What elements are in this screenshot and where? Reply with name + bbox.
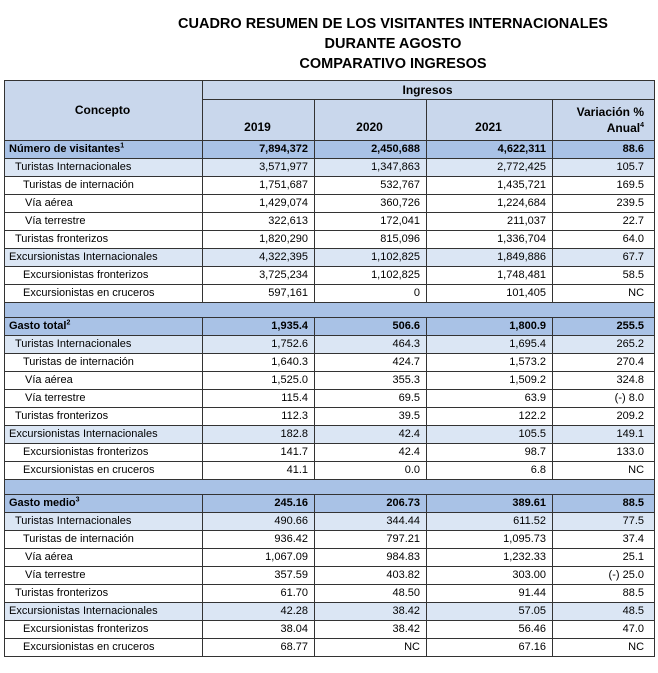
value-variacion: 48.5 [553, 603, 655, 621]
value-2020: 42.4 [315, 426, 427, 444]
value-2019: 1,752.6 [203, 336, 315, 354]
value-2021: 1,695.4 [427, 336, 553, 354]
row-label: Turistas Internacionales [5, 513, 203, 531]
table-row [5, 462, 655, 480]
value-2020: 424.7 [315, 354, 427, 372]
table-row [5, 267, 655, 285]
value-2019: 490.66 [203, 513, 315, 531]
value-2020: 48.50 [315, 585, 427, 603]
value-2019: 1,820,290 [203, 231, 315, 249]
value-2021: 122.2 [427, 408, 553, 426]
value-2019: 357.59 [203, 567, 315, 585]
value-2021: 6.8 [427, 462, 553, 480]
value-2019: 182.8 [203, 426, 315, 444]
row-label: Vía terrestre [5, 390, 203, 408]
value-2021: 56.46 [427, 621, 553, 639]
concepto-header: Concepto [5, 81, 203, 141]
row-label: Turistas de internación [5, 354, 203, 372]
value-2019: 1,640.3 [203, 354, 315, 372]
value-variacion: 77.5 [553, 513, 655, 531]
title-line-1: CUADRO RESUMEN DE LOS VISITANTES INTERNACIONALES [178, 16, 608, 32]
value-2020: 0 [315, 285, 427, 303]
row-label: Vía terrestre [5, 567, 203, 585]
value-2020: 0.0 [315, 462, 427, 480]
title-line-2: DURANTE AGOSTO [324, 36, 462, 52]
value-2021: 1,573.2 [427, 354, 553, 372]
table-row [5, 426, 655, 444]
table-row [5, 195, 655, 213]
value-2021: 1,435,721 [427, 177, 553, 195]
value-2021: 611.52 [427, 513, 553, 531]
value-2021: 1,224,684 [427, 195, 553, 213]
title-line-3: COMPARATIVO INGRESOS [299, 56, 487, 72]
value-2020: 344.44 [315, 513, 427, 531]
value-2021: 1,849,886 [427, 249, 553, 267]
row-label: Turistas fronterizos [5, 408, 203, 426]
value-2020: 464.3 [315, 336, 427, 354]
year-2019-header: 2019 [203, 100, 315, 141]
row-label: Excursionistas en cruceros [5, 462, 203, 480]
value-2020: 172,041 [315, 213, 427, 231]
value-variacion: 58.5 [553, 267, 655, 285]
value-variacion: 133.0 [553, 444, 655, 462]
table-row [5, 513, 655, 531]
section-total-row [5, 318, 655, 336]
row-label: Excursionistas fronterizos [5, 444, 203, 462]
value-variacion: NC [553, 285, 655, 303]
value-2019: 7,894,372 [203, 141, 315, 159]
value-2020: 42.4 [315, 444, 427, 462]
value-2020: 1,347,863 [315, 159, 427, 177]
value-variacion: 209.2 [553, 408, 655, 426]
value-2019: 115.4 [203, 390, 315, 408]
value-2020: 69.5 [315, 390, 427, 408]
table-row [5, 336, 655, 354]
table-row [5, 354, 655, 372]
value-2021: 1,748,481 [427, 267, 553, 285]
value-2020: 2,450,688 [315, 141, 427, 159]
value-2019: 1,525.0 [203, 372, 315, 390]
value-variacion: 88.6 [553, 141, 655, 159]
value-2021: 91.44 [427, 585, 553, 603]
value-2019: 42.28 [203, 603, 315, 621]
value-2021: 67.16 [427, 639, 553, 657]
value-variacion: NC [553, 462, 655, 480]
value-2021: 389.61 [427, 495, 553, 513]
value-2019: 245.16 [203, 495, 315, 513]
value-variacion: NC [553, 639, 655, 657]
table-row [5, 603, 655, 621]
value-2019: 41.1 [203, 462, 315, 480]
value-variacion: (-) 25.0 [553, 567, 655, 585]
ingresos-header: Ingresos [203, 81, 655, 100]
row-label: Vía aérea [5, 549, 203, 567]
value-2021: 1,232.33 [427, 549, 553, 567]
table-row [5, 621, 655, 639]
value-variacion: (-) 8.0 [553, 390, 655, 408]
variacion-line2: Anual$^4$ [606, 121, 645, 135]
value-2020: 39.5 [315, 408, 427, 426]
value-2021: 101,405 [427, 285, 553, 303]
table-row [5, 372, 655, 390]
document-title [0, 14, 658, 74]
value-2020: 403.82 [315, 567, 427, 585]
value-2020: 532,767 [315, 177, 427, 195]
value-variacion: 105.7 [553, 159, 655, 177]
row-label: Vía terrestre [5, 213, 203, 231]
value-2019: 68.77 [203, 639, 315, 657]
value-variacion: 88.5 [553, 495, 655, 513]
value-variacion: 67.7 [553, 249, 655, 267]
table-row [5, 408, 655, 426]
year-2020-header: 2020 [315, 100, 427, 141]
value-2020: 797.21 [315, 531, 427, 549]
value-variacion: 64.0 [553, 231, 655, 249]
value-2020: 1,102,825 [315, 267, 427, 285]
value-2021: 57.05 [427, 603, 553, 621]
value-2020: 506.6 [315, 318, 427, 336]
value-2021: 4,622,311 [427, 141, 553, 159]
value-2019: 322,613 [203, 213, 315, 231]
value-2020: NC [315, 639, 427, 657]
value-2021: 211,037 [427, 213, 553, 231]
value-2021: 63.9 [427, 390, 553, 408]
table-row [5, 549, 655, 567]
row-label: Excursionistas Internacionales [5, 426, 203, 444]
table-row [5, 213, 655, 231]
row-label: Excursionistas Internacionales [5, 249, 203, 267]
table-row [5, 444, 655, 462]
value-variacion: 47.0 [553, 621, 655, 639]
year-2021-header: 2021 [427, 100, 553, 141]
table-row [5, 531, 655, 549]
section-separator [5, 480, 655, 495]
value-2021: 98.7 [427, 444, 553, 462]
row-label: Excursionistas Internacionales [5, 603, 203, 621]
table-body [5, 141, 655, 657]
value-2020: 815,096 [315, 231, 427, 249]
row-label: Turistas de internación [5, 531, 203, 549]
summary-table [4, 80, 655, 657]
value-2019: 1,935.4 [203, 318, 315, 336]
table-row [5, 231, 655, 249]
row-label: Turistas fronterizos [5, 585, 203, 603]
table-row [5, 159, 655, 177]
value-2021: 1,336,704 [427, 231, 553, 249]
value-variacion: 169.5 [553, 177, 655, 195]
value-2019: 1,067.09 [203, 549, 315, 567]
table-row [5, 177, 655, 195]
value-variacion: 265.2 [553, 336, 655, 354]
value-2019: 38.04 [203, 621, 315, 639]
value-variacion: 255.5 [553, 318, 655, 336]
value-variacion: 37.4 [553, 531, 655, 549]
row-label: Turistas Internacionales [5, 336, 203, 354]
value-2021: 1,509.2 [427, 372, 553, 390]
row-label: Turistas Internacionales [5, 159, 203, 177]
value-2020: 206.73 [315, 495, 427, 513]
value-2021: 2,772,425 [427, 159, 553, 177]
value-2019: 61.70 [203, 585, 315, 603]
value-variacion: 149.1 [553, 426, 655, 444]
value-variacion: 88.5 [553, 585, 655, 603]
row-label: Número de visitantes$^1$ [5, 141, 203, 159]
row-label: Excursionistas en cruceros [5, 285, 203, 303]
row-label: Vía aérea [5, 195, 203, 213]
value-2021: 105.5 [427, 426, 553, 444]
value-2020: 355.3 [315, 372, 427, 390]
section-total-row [5, 495, 655, 513]
value-variacion: 324.8 [553, 372, 655, 390]
value-variacion: 25.1 [553, 549, 655, 567]
row-label: Vía aérea [5, 372, 203, 390]
table-row [5, 390, 655, 408]
value-2019: 4,322,395 [203, 249, 315, 267]
row-label: Excursionistas fronterizos [5, 621, 203, 639]
row-label: Turistas de internación [5, 177, 203, 195]
value-2019: 141.7 [203, 444, 315, 462]
section-separator [5, 303, 655, 318]
value-2019: 112.3 [203, 408, 315, 426]
value-2019: 1,751,687 [203, 177, 315, 195]
value-2019: 3,725,234 [203, 267, 315, 285]
value-2020: 1,102,825 [315, 249, 427, 267]
value-2019: 1,429,074 [203, 195, 315, 213]
section-total-row [5, 141, 655, 159]
value-variacion: 22.7 [553, 213, 655, 231]
table-row [5, 639, 655, 657]
value-2020: 984.83 [315, 549, 427, 567]
value-2019: 3,571,977 [203, 159, 315, 177]
value-2021: 1,095.73 [427, 531, 553, 549]
value-2019: 936.42 [203, 531, 315, 549]
row-label: Turistas fronterizos [5, 231, 203, 249]
row-label: Excursionistas fronterizos [5, 267, 203, 285]
row-label: Excursionistas en cruceros [5, 639, 203, 657]
table-row [5, 567, 655, 585]
variacion-line1: Variación % [576, 105, 645, 119]
row-label: Gasto medio$^3$ [5, 495, 203, 513]
value-variacion: 270.4 [553, 354, 655, 372]
value-2020: 38.42 [315, 621, 427, 639]
value-2020: 38.42 [315, 603, 427, 621]
value-2021: 303.00 [427, 567, 553, 585]
table-row [5, 285, 655, 303]
table-row [5, 585, 655, 603]
value-2021: 1,800.9 [427, 318, 553, 336]
table-row [5, 249, 655, 267]
value-2020: 360,726 [315, 195, 427, 213]
variacion-header [553, 100, 655, 141]
value-variacion: 239.5 [553, 195, 655, 213]
value-2019: 597,161 [203, 285, 315, 303]
row-label: Gasto total$^2$ [5, 318, 203, 336]
